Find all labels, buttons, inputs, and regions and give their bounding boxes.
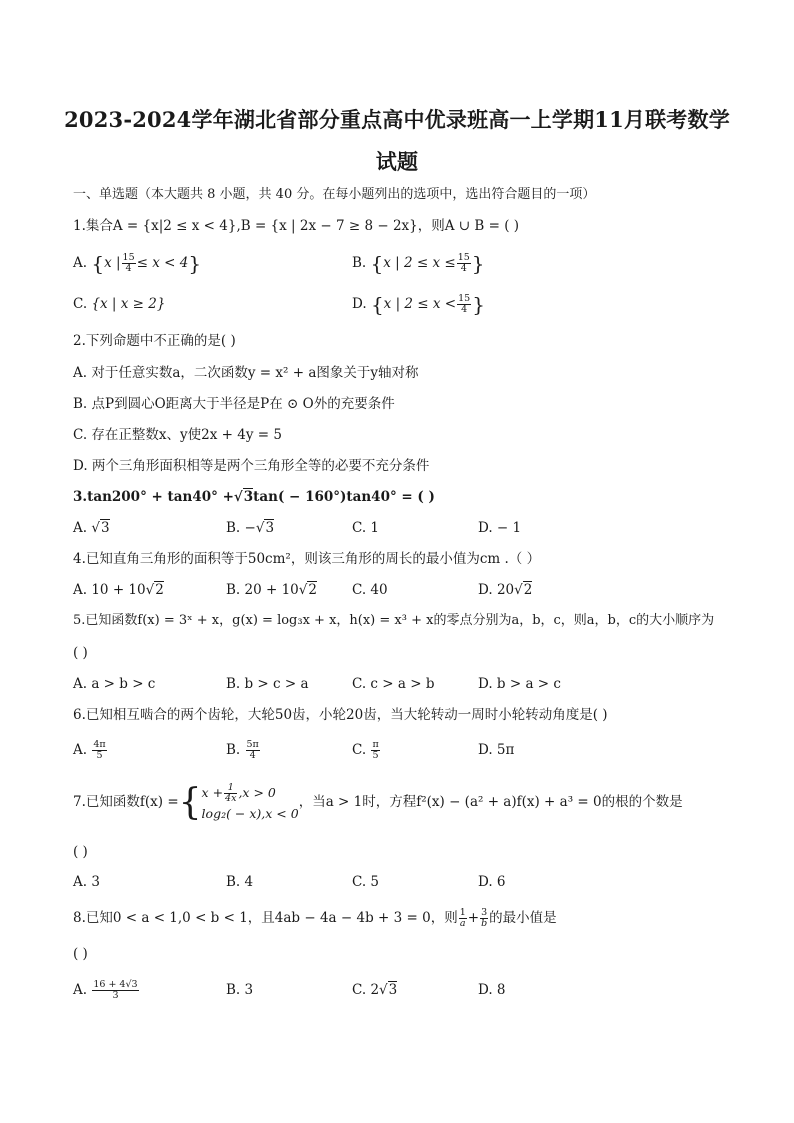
q6-option-d: D. 5π (478, 742, 515, 758)
q1-option-a: A. {x | $\frac{15}{4}$ ≤ x < 4} (73, 251, 202, 276)
q3-option-b: B. −√3 (226, 520, 275, 536)
q1-option-d: D. {x | 2 ≤ x < $\frac{15}{4}$ } (352, 292, 485, 317)
q2-option-b: B. 点P到圆心O距离大于半径是P在 ⊙ O外的充要条件 (73, 396, 395, 412)
q2-option-a: A. 对于任意实数a，二次函数y = x² + a图象关于y轴对称 (73, 365, 419, 381)
q5-stem: 5.已知函数f(x) = 3ˣ + x，g(x) = log₃x + x，h(x) = x³ + x的零点分别为a，b，c，则a，b，c的大小顺序为 (73, 613, 715, 628)
q7-option-a: A. 3 (73, 874, 100, 890)
page-title-line2: 试题 (375, 149, 419, 174)
q6-option-a: A. $\frac{4\pi}{5}$ (73, 739, 106, 761)
q7-paren: ( ) (73, 844, 88, 860)
q7-option-c: C. 5 (352, 874, 380, 890)
q8-option-a: A. $\frac{16 + 4√3}{3}$ (73, 979, 138, 1001)
page-title-line1: 2023-2024学年湖北省部分重点高中优录班高一上学期11月联考数学 (64, 107, 730, 132)
q5-option-a: A. a > b > c (73, 676, 156, 692)
q6-option-b: B. $\frac{5\pi}{4}$ (226, 739, 259, 761)
q4-option-d: D. 20√2 (478, 582, 533, 598)
q1-option-c: C. {x | x ≥ 2} (73, 296, 166, 312)
q7-option-d: D. 6 (478, 874, 506, 890)
q4-stem: 4.已知直角三角形的面积等于50cm²，则该三角形的周长的最小值为cm .（ ） (73, 551, 541, 567)
q8-paren: ( ) (73, 946, 88, 962)
q2-option-c: C. 存在正整数x、y使2x + 4y = 5 (73, 427, 282, 443)
q1-stem: 1.集合A = {x|2 ≤ x < 4},B = {x | 2x − 7 ≥ 8 − 2x}，则A ∪ B = ( ) (73, 218, 520, 234)
q2-stem: 2.下列命题中不正确的是( ) (73, 333, 236, 349)
q3-option-a: A. √3 (73, 520, 110, 536)
q6-option-c: C. $\frac{\pi}{5}$ (352, 739, 379, 761)
q8-option-b: B. 3 (226, 982, 254, 998)
section-heading: 一、单选题（本大题共 8 小题，共 40 分。在每小题列出的选项中，选出符合题目的一项） (73, 187, 596, 202)
q3-option-d: D. − 1 (478, 520, 522, 536)
q8-stem: 8.已知0 < a < 1,0 < b < 1，且4ab − 4a − 4b + 3 = 0，则 $\frac{1}{a}$ + $\frac{3}{b}$ 的最小值是 (73, 907, 557, 929)
q5-option-c: C. c > a > b (352, 676, 435, 692)
q2-option-d: D. 两个三角形面积相等是两个三角形全等的必要不充分条件 (73, 458, 430, 474)
q8-option-c: C. 2√3 (352, 982, 398, 998)
q4-option-a: A. 10 + 10√2 (73, 582, 164, 598)
q7-stem: 7.已知函数f(x) ={ x + $\frac{1}{4x}$ ,x > 0 log₂( − x),x < 0 ，当a > 1时，方程f²(x) − (a² + a)f(x) + a³ = 0的根的个数是 (73, 781, 683, 823)
q6-stem: 6.已知相互啮合的两个齿轮，大轮50齿，小轮20齿，当大轮转动一周时小轮转动角度是( ) (73, 707, 608, 723)
q5-option-b: B. b > c > a (226, 676, 309, 692)
q3-stem: 3.tan200° + tan40° +√3tan( − 160°)tan40° = ( ) (73, 489, 435, 505)
q7-option-b: B. 4 (226, 874, 254, 890)
q8-option-d: D. 8 (478, 982, 506, 998)
q4-option-b: B. 20 + 10√2 (226, 582, 317, 598)
q3-option-c: C. 1 (352, 520, 380, 536)
q4-option-c: C. 40 (352, 582, 388, 598)
q1-option-b: B. {x | 2 ≤ x ≤ $\frac{15}{4}$ } (352, 251, 485, 276)
q5-paren: ( ) (73, 645, 88, 661)
q5-option-d: D. b > a > c (478, 676, 561, 692)
